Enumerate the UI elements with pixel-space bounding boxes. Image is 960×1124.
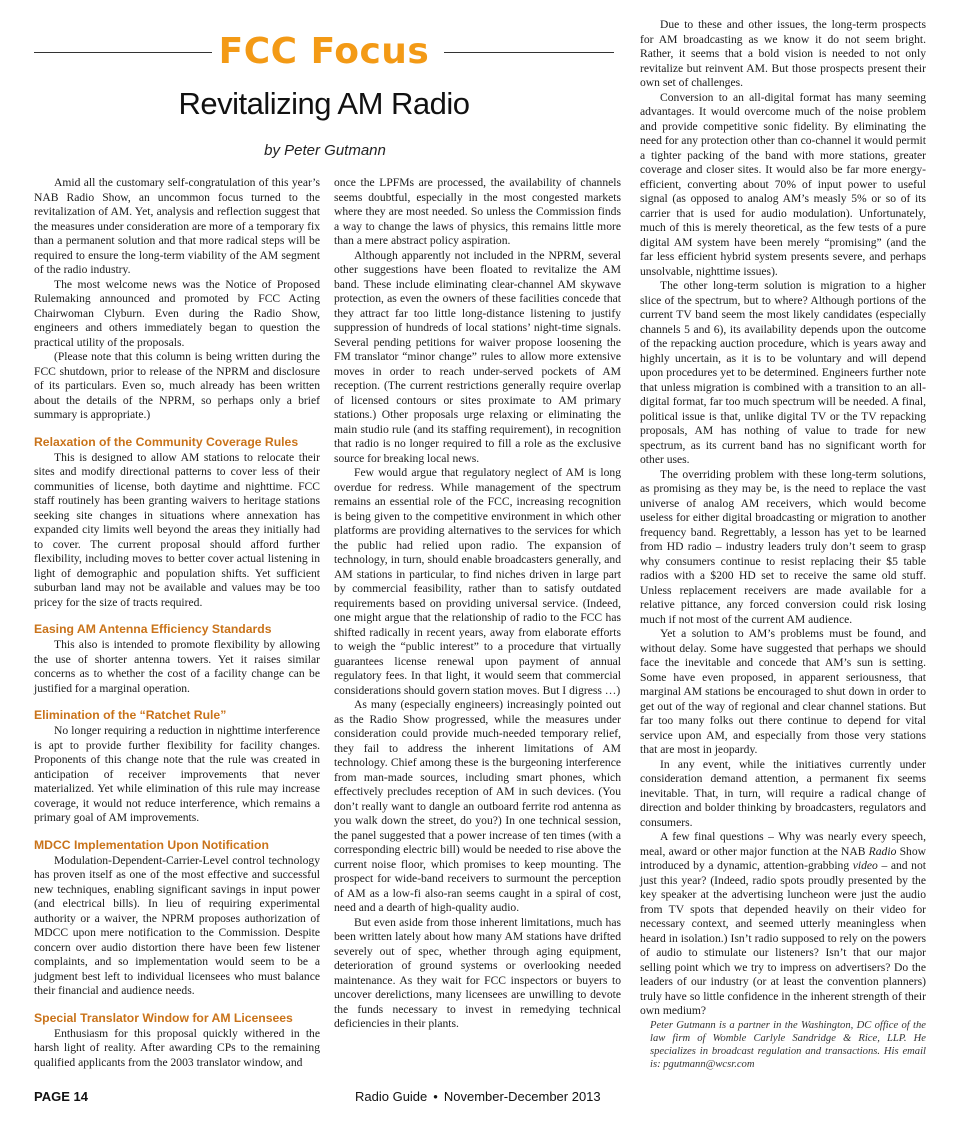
emphasis-video: video (852, 859, 878, 872)
subheading: Relaxation of the Community Coverage Rules (34, 434, 299, 449)
column-3 (640, 18, 926, 1071)
article-title: Revitalizing AM Radio (178, 86, 470, 121)
paragraph: This also is intended to promote flexibility by allowing the use of shorter antenna towers. Yet it raises similar concerns as to whether the cost of a facility change can be justified for a marginal operation. (34, 638, 320, 695)
header-rule-right (444, 52, 614, 53)
paragraph (640, 830, 926, 1019)
bullet-separator: • (433, 1089, 438, 1104)
section-header (34, 28, 614, 78)
paragraph: Conversion to an all-digital format has many seeming advantages. It would overcome much of the noise problem and provide competitive sonic fidelity. By eliminating the need for any protection other than co-channel it would permit a tighter packing of the band with more stations, greater coverage and closer sites. It would also be far more energy-efficient, converting about 70% of input power to useful signal (as opposed to analog AM’s measly 5% or so of its carrier that is used for audio modulation). Unfortunately, much of this is merely theoretical, as the few tests of a pure digital AM system have been merely “promising” (and the far less efficient hybrid system presents severe, and perhaps unsolvable, nighttime issues). (640, 90, 926, 278)
paragraph: But even aside from those inherent limitations, much has been written lately about how many AM stations have drifted severely out of spec, whether through aging equipment, deterioration of ground systems or overlooking needed maintenance. As they wait for FCC inspectors or buyers to uncover derelictions, many licensees are unwilling to devote the funds necessary to invest in remedying technical deficiencies in their plants. (334, 915, 621, 1030)
paragraph: Amid all the customary self-congratulation of this year’s NAB Radio Show, an uncommon focus turned to the revitalization of AM. Yet, analysis and reflection suggest that the measures under consideration are more of a temporary fix than a permanent solution and that more radical steps will be required to ensure the long-term viability of the AM segment of the radio industry. (34, 176, 320, 276)
emphasis-radio: Radio (868, 844, 897, 858)
subheading: MDCC Implementation Upon Notification (34, 837, 269, 852)
paragraph: Although apparently not included in the NPRM, several other suggestions have been floated to revitalize the AM band. These include eliminating clear-channel AM skywave protection, as even the owners of these facilities concede that they attract far too little long-distance listening to justify suppression of hundreds of local stations’ night-time signals. Several pending petitions for waiver propose loosening the FM translator “minor change” rules to allow more extensive moves in order to reach under-served pockets of AM reception. (The current restrictions generally require overlap of licensed contours or sites proximate to AM primary stations.) Other proposals urge relaxing or eliminating the main studio rule (and its staffing requirement), in recognition that radio is no longer required to fill a role as the exclusive source for breaking local news. (334, 248, 621, 465)
paragraph: Modulation-Dependent-Carrier-Level control technology has proven itself as one of the most effective and successful new techniques, enabling significant savings in input power (and electrical bills). In lieu of requiring experimental authority or a waiver, the NPRM proposes authorization of MDCC upon mere notification to the Commission. Despite concern over audio distortion there have been few listener complaints, and so implementation would seem to be a judgment best left to individual licensees who must balance their financial and audience needs. (34, 853, 320, 997)
paragraph: As many (especially engineers) increasingly pointed out as the Radio Show progressed, while the measures under consideration could provide much-needed temporary relief, they fail to address the inherent limitations of AM technology. Chief among these is the burgeoning interference from man-made sources, including smart phones, which effectively precludes reception of AM in such devices. (You don’t really want to dangle an outboard ferrite rod antenna as you walk down the street, do you?) In one technical session, the panel suggested that a power increase of ten times (with a corresponding electric bill) would be needed to rise above the current noise floor, which promises to keep mounting. The prospect for wide-band receivers to surmount the perception of AM as a low-fi also-ran seems caught in a spiral of cost, need and a dearth of high-quality audio. (334, 698, 621, 914)
text-run: Show introduced by a dynamic, attention-grabbing (640, 844, 926, 872)
paragraph: No longer requiring a reduction in nighttime interference is apt to provide further flexibility for facility changes. Proponents of this change note that the rule was created in anticipation of receiver improvements that never materialized. Yet while elimination of this rule may increase coverage, it would not reduce interference, which remains a primary goal of AM improvements. (34, 724, 320, 824)
paragraph: The most welcome news was the Notice of Proposed Rulemaking announced and promoted by FCC Acting Chairwoman Clyburn. Even during the Radio Show, engineers and others immediately began to question the practical utility of the proposals. (34, 277, 320, 349)
paragraph: In any event, while the initiatives currently under consideration demand attention, a permanent fix seems inevitable. That, in turn, will require a radical change of direction and bolder thinking by broadcasters, regulators and consumers. (640, 757, 926, 829)
subheading: Elimination of the “Ratchet Rule” (34, 708, 227, 722)
paragraph: Few would argue that regulatory neglect of AM is long overdue for redress. While management of the spectrum remains an essential role of the FCC, increasing recognition is being given to the competitive environment in which other platforms are providing alternatives to the services for which the public had relied upon radio. The expansion of technology, in turn, should enable broadcasters generally, and AM stations in particular, to find niches driven in large part by commercial feasibility, rather than to satisfy outdated requirements based on providing universal service. (Indeed, one might argue that the relationship of radio to the FCC has shifted radically in recent years, away from elaborate efforts to weigh the “public interest” to a procedure that virtually guarantees license renewal upon payment of annual regulatory fees. In that light, it would seem that commercial considerations should govern station moves. But I digress …) (334, 466, 621, 697)
paragraph: Due to these and other issues, the long-term prospects for AM broadcasting as we know it do not seem bright. Rather, it seems that a bold vision is needed to not only revitalize but reinvent AM. But those prospects present their own set of challenges. (640, 18, 926, 89)
article-byline: by Peter Gutmann (264, 142, 386, 159)
magazine-name: Radio Guide (355, 1089, 428, 1104)
column-2 (334, 176, 621, 1032)
paragraph: The other long-term solution is migration to a higher slice of the spectrum, but to where? Although portions of the current TV band seem the most likely candidates (especially channels 5 and 6), its availability depends upon the outcome of the repacking auction procedure, which is years away and highly uncertain, as it is to be voluntary and will depend upon procedures yet to be determined. Engineers further note that unless migration is combined with a transition to an all-digital format, far too much spectrum will be needed. A final, political issue is that, unlike digital TV or the TV repacking proposals, AM has nothing of value to trade for new spectrum, as its current band has no significant worth for other uses. (640, 279, 926, 466)
paragraph: Enthusiasm for this proposal quickly withered in the harsh light of reality. After awarding CPs to the remaining qualified applicants from the 2003 translator window, and (34, 1026, 320, 1069)
paragraph: This is designed to allow AM stations to relocate their sites and modify directional patterns to cover less of their communities of license, both daytime and nighttime. FCC staff routinely has been granting waivers to heritage stations seeking site changes in situations where annexation has expanded city limits well beyond the areas they initially had to cover. The current proposal should afford further flexibility, including moves to better cover actual listening in light of demographic and population shifts. Yet sufficient suburban land may not be available and values may be too pricey for the size of tracts required. (34, 450, 320, 609)
subheading: Easing AM Antenna Efficiency Standards (34, 622, 272, 636)
text-run: A few final questions – Why was nearly every speech, meal, award or other major function at the NAB (640, 830, 926, 858)
column-1 (34, 176, 320, 1070)
issue-date: November-December 2013 (443, 1089, 601, 1104)
footer-publication (355, 1089, 601, 1104)
paragraph: Yet a solution to AM’s problems must be found, and without delay. Some have suggested that perhaps we should face the inevitable and concede that AM’s sun is setting. Some have even proposed, in apparent seriousness, that marginal AM stations be encouraged to shut down in order to get out of the way of regional and clear channel stations. But far too many folks out there continue to depend for vital service upon AM, and especially from those very stations that are most in jeopardy. (640, 627, 926, 756)
page-number: PAGE 14 (34, 1089, 88, 1104)
text-run: – and not just this year? (Indeed, radio spots proudly presented by the key speaker at the advertising luncheon were just the audio from TV spots that depended heavily on their video for necessary context, and seemed utterly meaningless when heard in isolation.) Isn’t radio supposed to rely on the powers of audio to stimulate our listeners? Isn’t that our major selling point which we try to impress on advertisers? Do the leaders of our industry (or at least the convention planners) truly have so little confidence in the inherent strength of their own medium? (640, 859, 926, 1017)
paragraph: (Please note that this column is being written during the FCC shutdown, prior to release of the NPRM and disclosure of its particulars. Even so, much already has been written about the details of the NPRM, so perhaps only a brief summary is appropriate.) (34, 350, 320, 421)
section-title: FCC Focus (218, 31, 430, 72)
author-bio: Peter Gutmann is a partner in the Washington, DC office of the law firm of Womble Carlyle Sandridge & Rice, LLP. He specializes in broadcast regulation and transactions. His email is: pgutmann@wcsr.com (650, 1019, 926, 1070)
paragraph: once the LPFMs are processed, the availability of channels seems doubtful, especially in the most congested markets where they are most needed. So unless the Commission finds a way to change the laws of physics, this remains little more than a mere abstract policy aspiration. (334, 176, 621, 247)
subheading: Special Translator Window for AM Licensees (34, 1010, 293, 1025)
paragraph: The overriding problem with these long-term solutions, as promising as they may be, is the need to replace the vast universe of analog AM receivers, which would become useless for either digital broadcasting or migration to another frequency band. Regrettably, a lesson has yet to be learned from HD radio – industry leaders truly don’t seem to grasp why consumers continue to resist replacing their $5 table radios with a $200 HD set to receive the same old stuff. Unless replacement receivers are made available for a relative pittance, any forced conversion could risk losing much if not most of the current AM audience. (640, 467, 926, 626)
